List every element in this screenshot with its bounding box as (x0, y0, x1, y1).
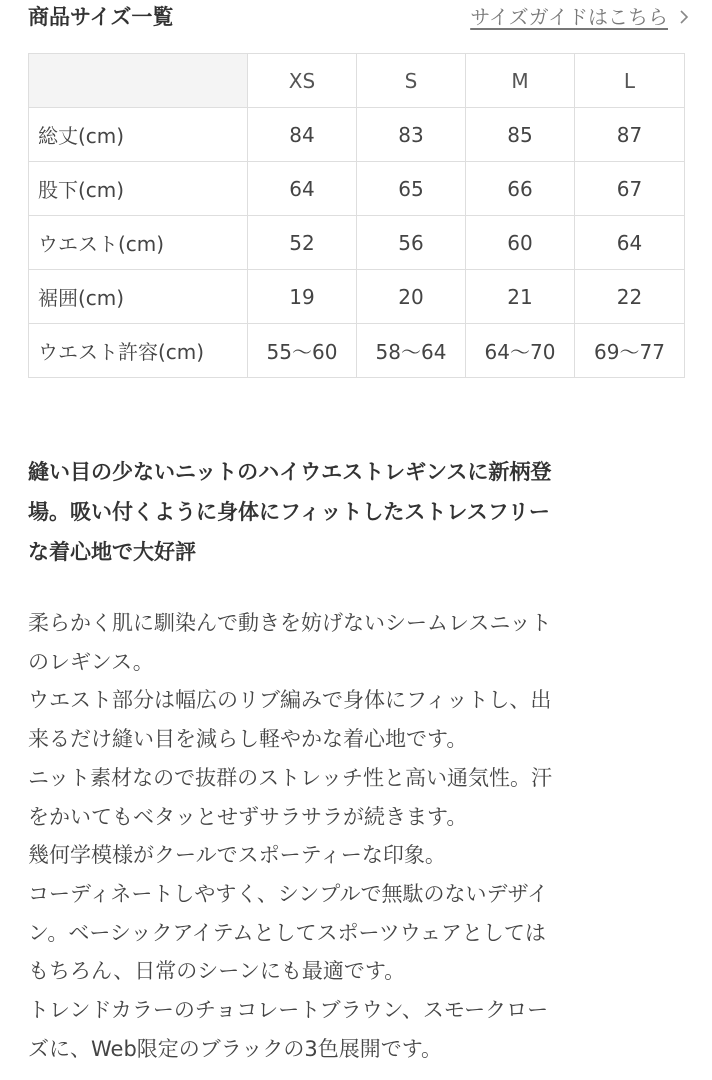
row-label: ウエスト(cm) (29, 216, 248, 270)
size-guide-link[interactable] (470, 3, 690, 31)
table-cell: 83 (357, 108, 466, 162)
row-label: 裾囲(cm) (29, 270, 248, 324)
table-cell: 58〜64 (357, 324, 466, 378)
table-row (29, 108, 685, 162)
description-line: ン。ベーシックアイテムとしてスポーツウェアとしては (28, 920, 546, 945)
size-header-row (29, 54, 685, 108)
table-row (29, 270, 685, 324)
size-list-header (28, 0, 690, 36)
description-line: をかいてもベタッとせずサラサラが続きます。 (28, 804, 468, 829)
size-guide-link-text[interactable]: サイズガイドはこちら (470, 5, 668, 29)
table-cell: 55〜60 (248, 324, 357, 378)
product-lead-text (28, 452, 680, 572)
lead-line: 縫い目の少ないニットのハイウエストレギンスに新柄登 (28, 460, 552, 484)
description-line: ニット素材なので抜群のストレッチ性と高い通気性。汗 (28, 765, 552, 790)
lead-line: な着心地で大好評 (28, 540, 196, 564)
table-cell: 21 (466, 270, 575, 324)
table-cell: 87 (575, 108, 685, 162)
table-row (29, 216, 685, 270)
table-cell: 19 (248, 270, 357, 324)
size-column-m: M (466, 54, 575, 108)
table-cell: 52 (248, 216, 357, 270)
table-cell: 64 (575, 216, 685, 270)
table-cell: 65 (357, 162, 466, 216)
description-line: ズに、Web限定のブラックの3色展開です。 (28, 1036, 443, 1061)
table-row (29, 162, 685, 216)
table-cell: 22 (575, 270, 685, 324)
size-column-s: S (357, 54, 466, 108)
row-label: ウエスト許容(cm) (29, 324, 248, 378)
table-cell: 66 (466, 162, 575, 216)
product-description (28, 604, 688, 1068)
size-column-xs: XS (248, 54, 357, 108)
description-line: もちろん、日常のシーンにも最適です。 (28, 959, 406, 984)
lead-line: 場。吸い付くように身体にフィットしたストレスフリー (28, 500, 550, 524)
description-line: 幾何学模様がクールでスポーティーな印象。 (28, 843, 446, 868)
row-label: 股下(cm) (29, 162, 248, 216)
page-title: 商品サイズ一覧 (28, 5, 174, 29)
description-line: のレギンス。 (28, 649, 154, 674)
table-cell: 69〜77 (575, 324, 685, 378)
table-cell: 85 (466, 108, 575, 162)
description-line: 来るだけ縫い目を減らし軽やかな着心地です。 (28, 727, 468, 752)
table-cell: 20 (357, 270, 466, 324)
size-table (28, 53, 685, 378)
table-corner-cell (29, 54, 248, 108)
table-cell: 64〜70 (466, 324, 575, 378)
chevron-right-icon (678, 9, 690, 25)
description-line: トレンドカラーのチョコレートブラウン、スモークロー (28, 998, 549, 1023)
table-cell: 67 (575, 162, 685, 216)
description-line: コーディネートしやすく、シンプルで無駄のないデザイ (28, 881, 549, 906)
table-cell: 64 (248, 162, 357, 216)
table-cell: 84 (248, 108, 357, 162)
table-cell: 56 (357, 216, 466, 270)
table-cell: 60 (466, 216, 575, 270)
description-line: ウエスト部分は幅広のリブ編みで身体にフィットし、出 (28, 688, 552, 713)
description-line: 柔らかく肌に馴染んで動きを妨げないシームレスニット (28, 611, 552, 635)
row-label: 総丈(cm) (29, 108, 248, 162)
table-row (29, 324, 685, 378)
size-column-l: L (575, 54, 685, 108)
